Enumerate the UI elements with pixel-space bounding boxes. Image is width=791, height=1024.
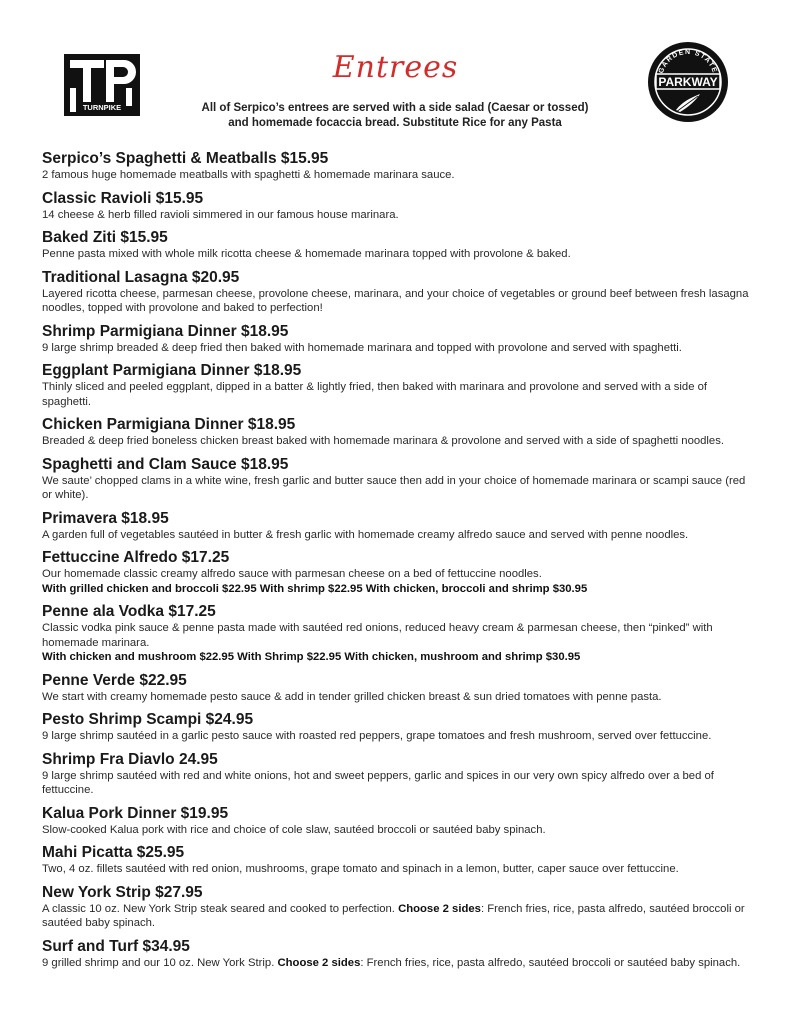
item-title: New York Strip $27.95	[42, 883, 203, 901]
item-title: Serpico’s Spaghetti & Meatballs $15.95	[42, 150, 329, 167]
menu-item-penne-verde	[42, 672, 752, 705]
item-description: Our homemade classic creamy alfredo sauce with parmesan cheese on a bed of fettuccine noodles.	[42, 568, 542, 580]
item-title: Shrimp Fra Diavlo 24.95	[42, 750, 218, 768]
menu-item-shrimp-parmigiana	[42, 323, 752, 356]
item-title: Traditional Lasagna $20.95	[42, 268, 240, 286]
item-description: 9 large shrimp breaded & deep fried then baked with homemade marinara and topped with provolone and served with spaghetti.	[42, 341, 682, 354]
garden-state-parkway-logo	[646, 40, 730, 124]
item-description: We saute’ chopped clams in a white wine, fresh garlic and butter sauce then add in your choice of homemade marinara or scampi sauce (red or white).	[42, 474, 746, 501]
item-title: Mahi Picatta $25.95	[42, 844, 185, 861]
item-title: Baked Ziti $15.95	[42, 229, 168, 246]
item-description: Layered ricotta cheese, parmesan cheese, provolone cheese, marinara, and your choice of vegetables or ground beef between fresh lasagna noodles, topped with provolone and baked to perfection!	[42, 287, 749, 314]
menu-item-fettuccine-alfredo	[42, 549, 752, 596]
entree-list	[42, 150, 752, 977]
item-description: We start with creamy homemade pesto sauce & add in tender grilled chicken breast & sun dried tomatoes with penne pasta.	[42, 690, 662, 703]
item-title: Penne ala Vodka $17.25	[42, 603, 216, 620]
page-subtitle	[180, 101, 610, 131]
subtitle-line-1: All of Serpico’s entrees are served with a side salad (Caesar or tossed)	[201, 102, 589, 114]
item-add-ons: With grilled chicken and broccoli $22.95 With shrimp $22.95 With chicken, broccoli and shrimp $30.95	[42, 582, 588, 595]
item-description: 9 grilled shrimp and our 10 oz. New York Strip. Choose 2 sides: French fries, rice, pasta alfredo, sautéed broccoli or sautéed baby spinach.	[42, 956, 741, 969]
item-description: 9 large shrimp sautéed with red and white onions, hot and sweet peppers, garlic and spices in our very own spicy alfredo over a bed of fettuccine.	[42, 769, 714, 796]
menu-item-kalua-pork	[42, 805, 752, 838]
menu-item-baked-ziti	[42, 229, 752, 262]
menu-item-shrimp-fra-diavlo	[42, 751, 752, 798]
item-description: 2 famous huge homemade meatballs with spaghetti & homemade marinara sauce.	[42, 169, 455, 181]
menu-item-mahi-picatta	[42, 844, 752, 877]
parkway-text: PARKWAY	[658, 75, 718, 89]
item-description: Thinly sliced and peeled eggplant, dipped in a batter & lightly fried, then baked with marinara and provolone and served with a side of spaghetti.	[42, 381, 708, 408]
item-title: Kalua Pork Dinner $19.95	[42, 804, 229, 822]
turnpike-text: TURNPIKE	[82, 103, 122, 112]
choose-sides-label: Choose 2 sides	[277, 956, 361, 969]
menu-item-lasagna	[42, 269, 752, 316]
item-add-ons: With chicken and mushroom $22.95 With Shrimp $22.95 With chicken, mushroom and shrimp $30.95	[42, 651, 581, 663]
menu-header	[0, 0, 791, 150]
menu-item-primavera	[42, 510, 752, 543]
item-title: Penne Verde $22.95	[42, 671, 187, 689]
menu-item-clam-sauce	[42, 456, 752, 503]
item-description: A classic 10 oz. New York Strip steak seared and cooked to perfection. Choose 2 sides: French fries, rice, pasta alfredo, sautéed broccoli or sautéed baby spinach.	[42, 902, 745, 929]
item-description: Penne pasta mixed with whole milk ricotta cheese & homemade marinara topped with provolone & baked.	[42, 248, 571, 260]
item-title: Primavera $18.95	[42, 509, 169, 527]
item-description: Two, 4 oz. fillets sautéed with red onion, mushrooms, grape tomato and spinach in a lemon, butter, caper sauce over fettuccine.	[42, 863, 679, 875]
subtitle-line-2: and homemade focaccia bread. Substitute Rice for any Pasta	[228, 117, 562, 129]
item-title: Surf and Turf $34.95	[42, 937, 190, 955]
menu-item-eggplant-parmigiana	[42, 362, 752, 409]
item-description: 14 cheese & herb filled ravioli simmered in our famous house marinara.	[42, 208, 399, 221]
menu-item-new-york-strip	[42, 884, 752, 931]
menu-item-spaghetti-meatballs	[42, 150, 752, 183]
item-title: Spaghetti and Clam Sauce $18.95	[42, 455, 289, 473]
item-title: Shrimp Parmigiana Dinner $18.95	[42, 322, 289, 340]
item-description: Breaded & deep fried boneless chicken breast baked with homemade marinara & provolone and served with a side of spaghetti noodles.	[42, 435, 724, 447]
item-title: Fettuccine Alfredo $17.25	[42, 549, 230, 566]
garden-state-text: GARDEN STATE	[657, 48, 719, 75]
menu-item-classic-ravioli	[42, 190, 752, 223]
item-title: Pesto Shrimp Scampi $24.95	[42, 711, 254, 728]
menu-item-pesto-shrimp-scampi	[42, 711, 752, 744]
item-description: A garden full of vegetables sautéed in butter & fresh garlic with homemade creamy alfredo sauce and served with penne noodles.	[42, 528, 689, 541]
item-description: 9 large shrimp sautéed in a garlic pesto sauce with roasted red peppers, grape tomatoes and fresh mushroom, served over fettuccine.	[42, 730, 712, 742]
item-title: Classic Ravioli $15.95	[42, 189, 204, 207]
item-title: Chicken Parmigiana Dinner $18.95	[42, 416, 296, 433]
item-title: Eggplant Parmigiana Dinner $18.95	[42, 362, 302, 379]
menu-item-surf-and-turf	[42, 938, 752, 971]
menu-item-penne-vodka	[42, 603, 752, 665]
choose-sides-label: Choose 2 sides	[398, 902, 481, 915]
item-description: Slow-cooked Kalua pork with rice and choice of cole slaw, sautéed broccoli or sautéed baby spinach.	[42, 823, 546, 836]
item-description: Classic vodka pink sauce & penne pasta made with sautéed red onions, reduced heavy cream & parmesan cheese, then “pinked” with homemade marinara.	[42, 622, 713, 649]
menu-item-chicken-parmigiana	[42, 416, 752, 449]
page-title: Entrees	[332, 50, 459, 85]
